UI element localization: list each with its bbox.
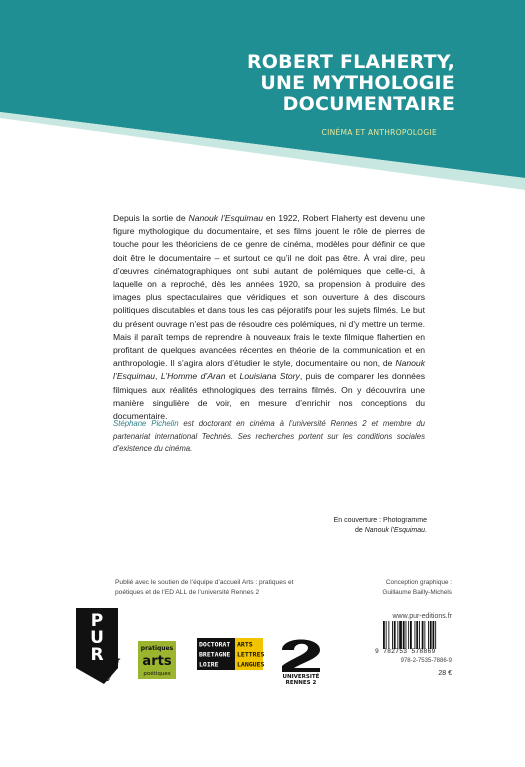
barcode-bar [403,621,405,649]
barcode-bar [422,621,424,649]
summary-text: en 1922, Robert Flaherty est devenu une figure mythologique du documentaire, et ses films jouent le rôle de pierres de touche pour les théoriciens de ce genre de cinéma, modèles pour définir ce que doit être le documentaire – et surtout ce qu’il ne doit pas être. À vrai dire, peu d’œuvres cinématographiques ont subi autant de polémiques que celle-ci, à laquelle on a reproché, dès les années 1920, sa propension à produire des images plus spectaculaires que véridiques et son ouverture à des discours politiques discutables et dans tous les cas péjoratifs pour les sujets filmés. Le but du présent ouvrage n’est pas de résoudre ces polémiques, ni d’y mettre un terme. Mais il paraît temps de reprendre à nouveaux frais le texte filmique flahertien en profitant de quelques avancées récentes en théorie de la communication et en anthropologie. Il s’agira alors d’étudier le style, documentaire ou non, de [113,213,425,369]
film-title: Nanouk l’Esquimau [188,213,264,223]
rennes2-number-shape [282,640,320,673]
doctorat-label: DOCTORAT [199,640,231,649]
barcode-bar [430,621,432,649]
lettres-label: LETTRES [237,650,265,659]
isbn-number: 978-2-7535-7886-9 [400,658,452,664]
cover-credit-prefix: de [355,527,365,534]
barcode-bar [408,621,409,649]
pur-letter: P [90,611,104,631]
barcode-bar [410,621,412,649]
loire-label: LOIRE [199,660,219,669]
rennes-2-label: RENNES 2 [285,680,317,686]
cover-credit [334,516,427,536]
pur-letter: R [90,645,104,665]
author-name: Stéphane Pichelin [113,419,179,428]
barcode-bar [386,621,387,649]
cover-credit-line: En couverture : Photogramme [333,517,427,524]
barcode-bar [394,621,396,649]
arts-row-label: ARTS [237,640,253,649]
isbn-barcode-digits: 9 782753 578869 [375,648,436,655]
collection-subtitle: CINÉMA ET ANTHROPOLOGIE [321,128,437,137]
cover-credit-film: Nanouk l’Esquimau [364,527,426,534]
summary-text: , puis de comparer les données filmiques aux réalités ethnologiques des terrains filmés. On y découvrira une manière singulière de voir, en mesure d’enrichir nos conceptions du documentaire. [113,371,426,422]
author-bio: est doctorant en cinéma à l’université Rennes 2 et membre du partenariat international Technès. Ses recherches portent sur les conditions sociales d’existence du cinéma. [113,419,425,453]
cover-credit-line2 [334,526,427,536]
pratiques-label: pratiques [140,645,174,652]
film-title: Louisiana Story [239,371,300,382]
film-title: Nanouk l’Esquimau [113,358,425,382]
pur-cinema-label: CINÉMA [103,656,123,683]
universite-rennes-2-logo [276,632,326,686]
publisher-website: www.pur-editions.fr [392,613,452,620]
barcode-bar [388,621,389,649]
pur-letter: U [90,628,104,648]
barcode-bar [433,621,435,649]
author-note [113,418,425,456]
design-credit [382,578,452,597]
book-title [247,52,455,115]
barcode-bar [424,621,425,649]
barcode-bar [415,621,416,649]
price: 28 € [438,670,452,677]
barcode-bar [416,621,418,649]
barcode-bar [397,621,398,649]
design-credit-name: Guillaume Bailly-Michels [382,588,452,596]
barcode-bar [419,621,420,649]
support-note: Publié avec le soutien de l’équipe d’accueil Arts : pratiques et poétiques et de l’ED ALL de l’université Rennes 2 [115,579,294,596]
pratiques-arts-poetiques-logo [138,641,176,679]
design-credit-label: Conception graphique : [385,579,452,586]
barcode-bar [392,621,393,649]
summary-text: et [225,371,240,382]
poetiques-label: poétiques [143,671,171,677]
arts-label: arts [142,654,172,669]
barcode-bar [428,621,429,649]
universite-label: UNIVERSITÉ [282,674,320,680]
title-line: DOCUMENTAIRE [282,93,455,115]
film-title: L’Homme d’Aran [160,371,226,382]
isbn-barcode [383,621,455,649]
barcode-bar [399,621,402,649]
bretagne-label: BRETAGNE [199,650,231,659]
barcode-bar [406,621,407,649]
title-line: ROBERT FLAHERTY, [246,51,455,73]
langues-label: LANGUES [237,660,265,669]
cover-credit-suffix: . [425,527,427,534]
pur-cinema-logo [74,606,123,686]
barcode-bar [383,621,385,649]
title-line: UNE MYTHOLOGIE [260,72,455,94]
doctorat-bretagne-loire-logo [197,638,263,670]
book-summary [113,212,425,423]
barcode-bar [435,621,436,649]
summary-text: Depuis la sortie de [113,213,189,223]
summary-text: , [155,371,161,382]
